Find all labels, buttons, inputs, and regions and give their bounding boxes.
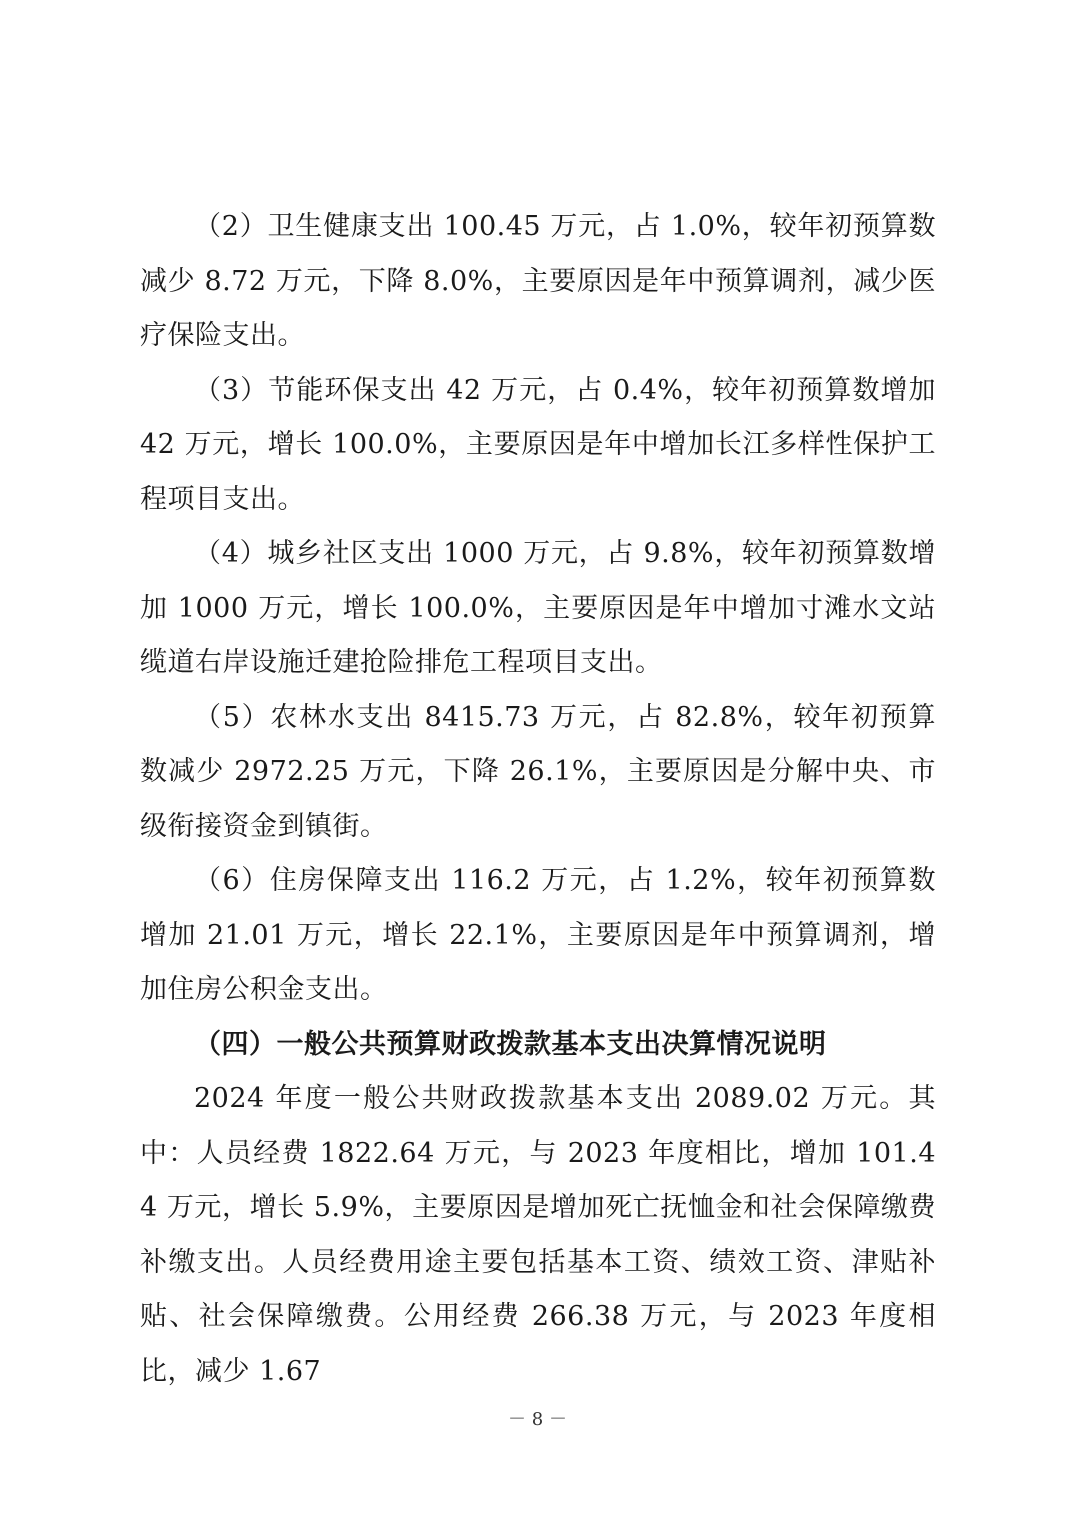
document-body	[140, 200, 936, 1399]
paragraph-energy-environment-expenditure: （3）节能环保支出 42 万元，占 0.4%，较年初预算数增加 42 万元，增长 100.0%，主要原因是年中增加长江多样性保护工程项目支出。	[140, 374, 936, 515]
paragraph-agriculture-water-expenditure: （5）农林水支出 8415.73 万元，占 82.8%，较年初预算数减少 2972.25 万元，下降 26.1%，主要原因是分解中央、市级衔接资金到镇街。	[140, 701, 936, 842]
paragraph-housing-expenditure: （6）住房保障支出 116.2 万元，占 1.2%，较年初预算数增加 21.01 万元，增长 22.1%，主要原因是年中预算调剂，增加住房公积金支出。	[140, 865, 936, 1005]
page-number: － 8 －	[508, 1409, 567, 1430]
paragraph-basic-expenditure: 2024 年度一般公共财政拨款基本支出 2089.02 万元。其中：人员经费 1822.64 万元，与 2023 年度相比，增加 101.44 万元，增长 5.9%，主要原因是增加死亡抚恤金和社会保障缴费补缴支出。人员经费用途主要包括基本工资、绩效工资、津贴补贴、社会保障缴费。公用经费 266.38 万元，与 2023 年度相比，减少 1.67	[140, 1083, 936, 1387]
paragraph-health-expenditure: （2）卫生健康支出 100.45 万元，占 1.0%，较年初预算数减少 8.72 万元，下降 8.0%，主要原因是年中预算调剂，减少医疗保险支出。	[140, 211, 936, 351]
paragraph-urban-rural-expenditure: （4）城乡社区支出 1000 万元，占 9.8%，较年初预算数增加 1000 万元，增长 100.0%，主要原因是年中增加寸滩水文站缆道右岸设施迁建抢险排危工程项目支出。	[140, 538, 936, 678]
section-heading: （四）一般公共预算财政拨款基本支出决算情况说明	[194, 1028, 827, 1060]
